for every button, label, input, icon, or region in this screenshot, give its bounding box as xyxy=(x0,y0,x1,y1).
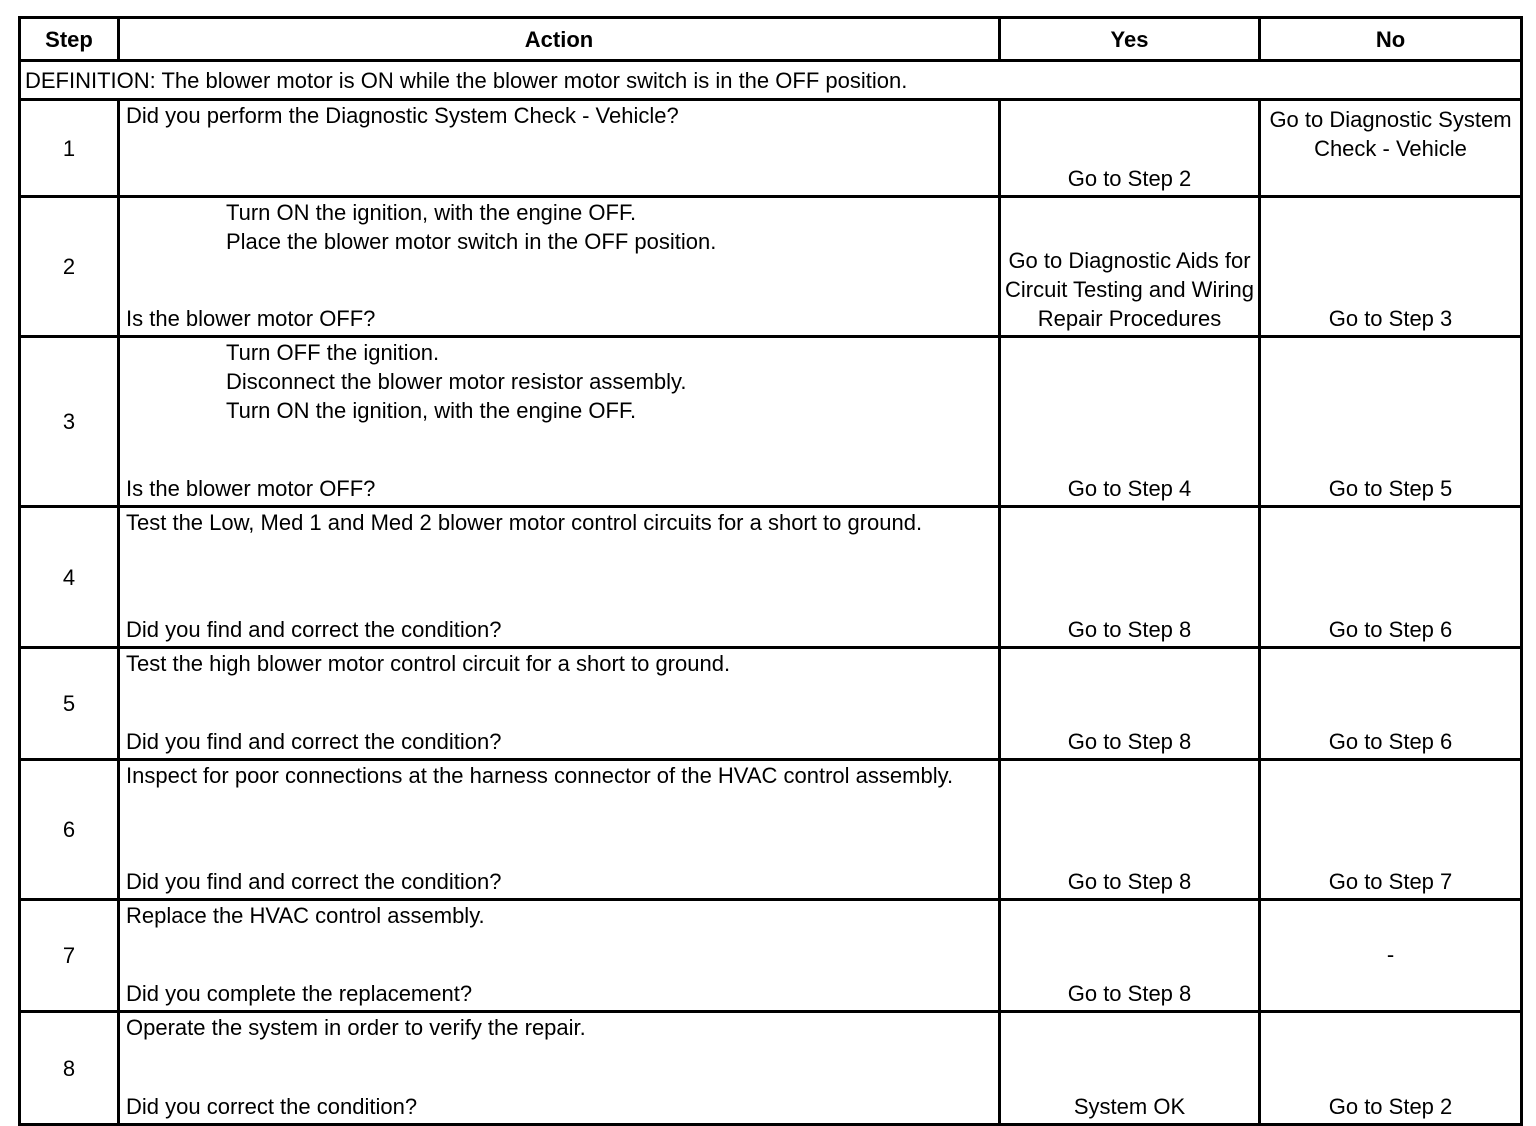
action-cell xyxy=(119,648,1000,760)
action-question: Did you correct the condition? xyxy=(126,1094,418,1119)
no-cell: - xyxy=(1260,900,1522,1012)
action-question: Did you find and correct the condition? xyxy=(126,869,502,894)
action-line: Turn ON the ignition, with the engine OFF. xyxy=(226,398,637,423)
action-question: Is the blower motor OFF? xyxy=(126,306,376,331)
action-cell xyxy=(119,100,1000,197)
action-cell xyxy=(119,1012,1000,1125)
action-cell xyxy=(119,760,1000,900)
no-cell: Go to Step 6 xyxy=(1260,648,1522,760)
definition-text: DEFINITION: The blower motor is ON while the blower motor switch is in the OFF position. xyxy=(20,61,1522,100)
step-number: 3 xyxy=(20,337,119,507)
table-row xyxy=(20,197,1522,337)
step-number: 6 xyxy=(20,760,119,900)
table-row xyxy=(20,648,1522,760)
yes-cell: Go to Step 8 xyxy=(1000,648,1260,760)
no-cell: Go to Step 5 xyxy=(1260,337,1522,507)
header-step: Step xyxy=(20,18,119,61)
step-number: 7 xyxy=(20,900,119,1012)
action-cell xyxy=(119,197,1000,337)
action-line: Did you perform the Diagnostic System Check - Vehicle? xyxy=(126,103,679,128)
yes-cell: System OK xyxy=(1000,1012,1260,1125)
no-cell: Go to Step 3 xyxy=(1260,197,1522,337)
action-line: Turn ON the ignition, with the engine OFF. xyxy=(226,200,637,225)
yes-cell: Go to Diagnostic Aids for Circuit Testing and Wiring Repair Procedures xyxy=(1000,197,1260,337)
action-cell xyxy=(119,900,1000,1012)
action-line: Test the high blower motor control circuit for a short to ground. xyxy=(126,651,731,676)
action-line: Test the Low, Med 1 and Med 2 blower motor control circuits for a short to ground. xyxy=(126,510,923,535)
action-question: Did you find and correct the condition? xyxy=(126,617,502,642)
table-row xyxy=(20,100,1522,197)
action-question: Did you find and correct the condition? xyxy=(126,729,502,754)
diagnostic-table xyxy=(18,16,1523,1126)
no-cell: Go to Step 2 xyxy=(1260,1012,1522,1125)
action-question: Did you complete the replacement? xyxy=(126,981,473,1006)
yes-cell: Go to Step 4 xyxy=(1000,337,1260,507)
table-row xyxy=(20,760,1522,900)
header-no: No xyxy=(1260,18,1522,61)
action-line: Inspect for poor connections at the harness connector of the HVAC control assembly. xyxy=(126,763,954,788)
action-question: Is the blower motor OFF? xyxy=(126,476,376,501)
table-row xyxy=(20,900,1522,1012)
no-cell: Go to Step 7 xyxy=(1260,760,1522,900)
action-cell xyxy=(119,507,1000,648)
step-number: 8 xyxy=(20,1012,119,1125)
action-line: Replace the HVAC control assembly. xyxy=(126,903,485,928)
no-cell: Go to Step 6 xyxy=(1260,507,1522,648)
step-number: 1 xyxy=(20,100,119,197)
diagnostic-table-container xyxy=(18,16,1520,1119)
step-number: 5 xyxy=(20,648,119,760)
no-cell: Go to Diagnostic System Check - Vehicle xyxy=(1260,100,1522,197)
action-cell xyxy=(119,337,1000,507)
action-line: Operate the system in order to verify the repair. xyxy=(126,1015,586,1040)
yes-cell: Go to Step 8 xyxy=(1000,900,1260,1012)
header-yes: Yes xyxy=(1000,18,1260,61)
yes-cell: Go to Step 2 xyxy=(1000,100,1260,197)
table-row xyxy=(20,507,1522,648)
step-number: 4 xyxy=(20,507,119,648)
definition-row xyxy=(20,61,1522,100)
action-line: Place the blower motor switch in the OFF position. xyxy=(226,229,717,254)
table-row xyxy=(20,1012,1522,1125)
header-row xyxy=(20,18,1522,61)
header-action: Action xyxy=(119,18,1000,61)
action-line: Disconnect the blower motor resistor assembly. xyxy=(226,369,687,394)
yes-cell: Go to Step 8 xyxy=(1000,760,1260,900)
table-row xyxy=(20,337,1522,507)
step-number: 2 xyxy=(20,197,119,337)
yes-cell: Go to Step 8 xyxy=(1000,507,1260,648)
action-line: Turn OFF the ignition. xyxy=(226,340,440,365)
